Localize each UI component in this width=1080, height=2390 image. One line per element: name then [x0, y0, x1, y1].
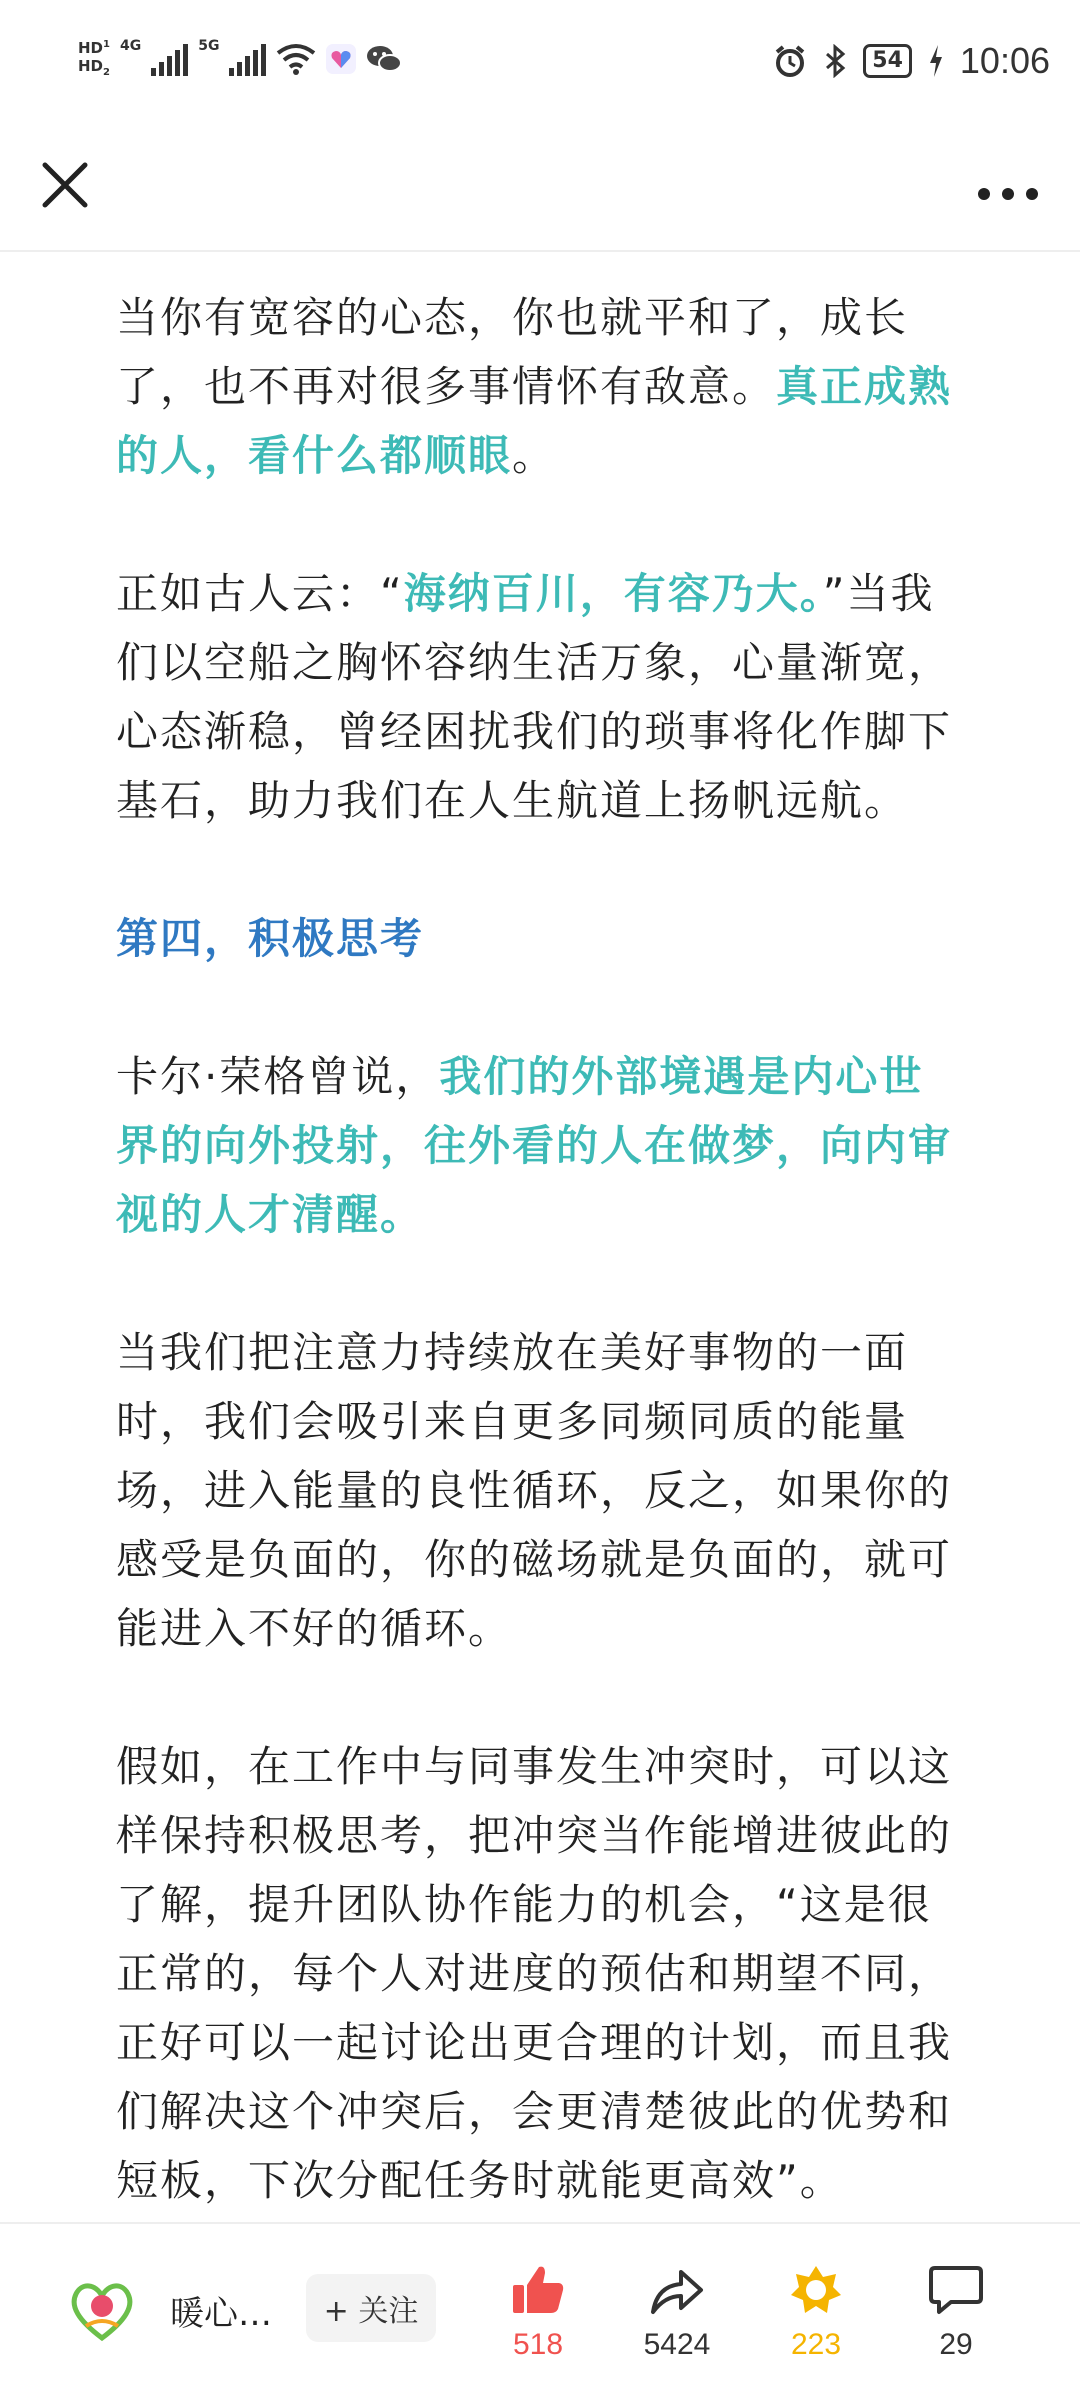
charging-icon — [928, 45, 944, 77]
paragraph-3-highlight: 我们的外部境遇是内心世界的向外投射，往外看的人在做梦，向内审视的人才清醒。 — [116, 1052, 953, 1239]
top-nav-bar — [0, 130, 1080, 252]
share-icon — [649, 2264, 705, 2316]
network-4g-label: 4G — [119, 38, 142, 54]
thumbs-up-icon — [511, 2263, 565, 2317]
more-icon — [970, 150, 1050, 220]
status-left — [78, 36, 402, 82]
status-bar — [0, 0, 1080, 130]
paragraph-1-end: 。 — [512, 431, 557, 480]
paragraph-1 — [116, 283, 966, 490]
wechat-icon — [366, 44, 402, 74]
hd1-sub: 1 — [103, 39, 110, 50]
network-5g-label: 5G — [198, 38, 220, 54]
like-count: 518 — [512, 2328, 564, 2361]
follow-button[interactable]: + 关注 — [306, 2274, 436, 2342]
favorite-count: 223 — [790, 2328, 842, 2361]
wifi-icon — [276, 43, 316, 75]
paragraph-3-start: 卡尔·荣格曾说， — [116, 1052, 440, 1101]
article-content — [116, 250, 966, 2215]
signal-icon-2 — [229, 42, 266, 76]
more-options-button[interactable] — [970, 150, 1050, 220]
hd2-label: HD — [78, 57, 104, 75]
paragraph-2-highlight: 海纳百川，有容乃大。 — [403, 569, 823, 618]
paragraph-1-highlight: 真正成熟的人，看什么都顺眼 — [116, 362, 953, 480]
paragraph-3 — [116, 1042, 966, 1249]
hd2-sub: 2 — [103, 67, 110, 78]
paragraph-4: 当我们把注意力持续放在美好事物的一面时，我们会吸引来自更多同频同质的能量场，进入能量的良性循环，反之，如果你的感受是负面的，你的磁场就是负面的，就可能进入不好的循环。 — [116, 1328, 953, 1653]
share-button[interactable] — [617, 2262, 737, 2362]
comment-button[interactable] — [896, 2262, 1016, 2362]
comment-icon — [929, 2264, 983, 2316]
author-avatar[interactable] — [68, 2276, 136, 2344]
bluetooth-icon — [823, 44, 847, 78]
paragraph-2-start: 正如古人云：“ — [116, 569, 404, 618]
signal-icon-1 — [151, 42, 188, 76]
avatar-heart-logo-icon — [68, 2276, 136, 2344]
paragraph-2-text: ”当我们以空船之胸怀容纳生活万象，心量渐宽，心态渐稳，曾经困扰我们的琐事将化作脚下基石，助力我们在人生航道上扬帆远航。 — [116, 569, 953, 825]
hd1-label: HD — [78, 39, 104, 57]
clock-time: 10:06 — [959, 40, 1050, 81]
favorite-flower-icon — [789, 2263, 843, 2317]
close-icon — [30, 150, 100, 220]
favorite-button[interactable] — [756, 2262, 876, 2362]
status-right — [773, 40, 1050, 82]
like-button[interactable] — [478, 2262, 598, 2362]
section-heading: 第四，积极思考 — [116, 914, 425, 963]
bottom-action-bar — [0, 2222, 1080, 2390]
battery-indicator: 54 — [863, 44, 912, 78]
paragraph-2 — [116, 559, 966, 835]
app-heart-icon — [326, 44, 356, 74]
alarm-icon — [773, 44, 807, 78]
paragraph-5: 假如，在工作中与同事发生冲突时，可以这样保持积极思考，把冲突当作能增进彼此的了解，提升团队协作能力的机会，“这是很正常的，每个人对进度的预估和期望不同，正好可以一起讨论出更合理的计划，而且我们解决这个冲突后，会更清楚彼此的优势和短板，下次分配任务时就能更高效”。 — [116, 1742, 953, 2205]
author-name[interactable]: 暖心… — [170, 2294, 272, 2334]
paragraph-1-text: 当你有宽容的心态，你也就平和了，成长了，也不再对很多事情怀有敌意。 — [116, 293, 909, 411]
hd-indicators — [78, 36, 110, 82]
comment-count: 29 — [939, 2328, 973, 2361]
close-button[interactable] — [30, 150, 100, 220]
share-count: 5424 — [643, 2328, 711, 2361]
